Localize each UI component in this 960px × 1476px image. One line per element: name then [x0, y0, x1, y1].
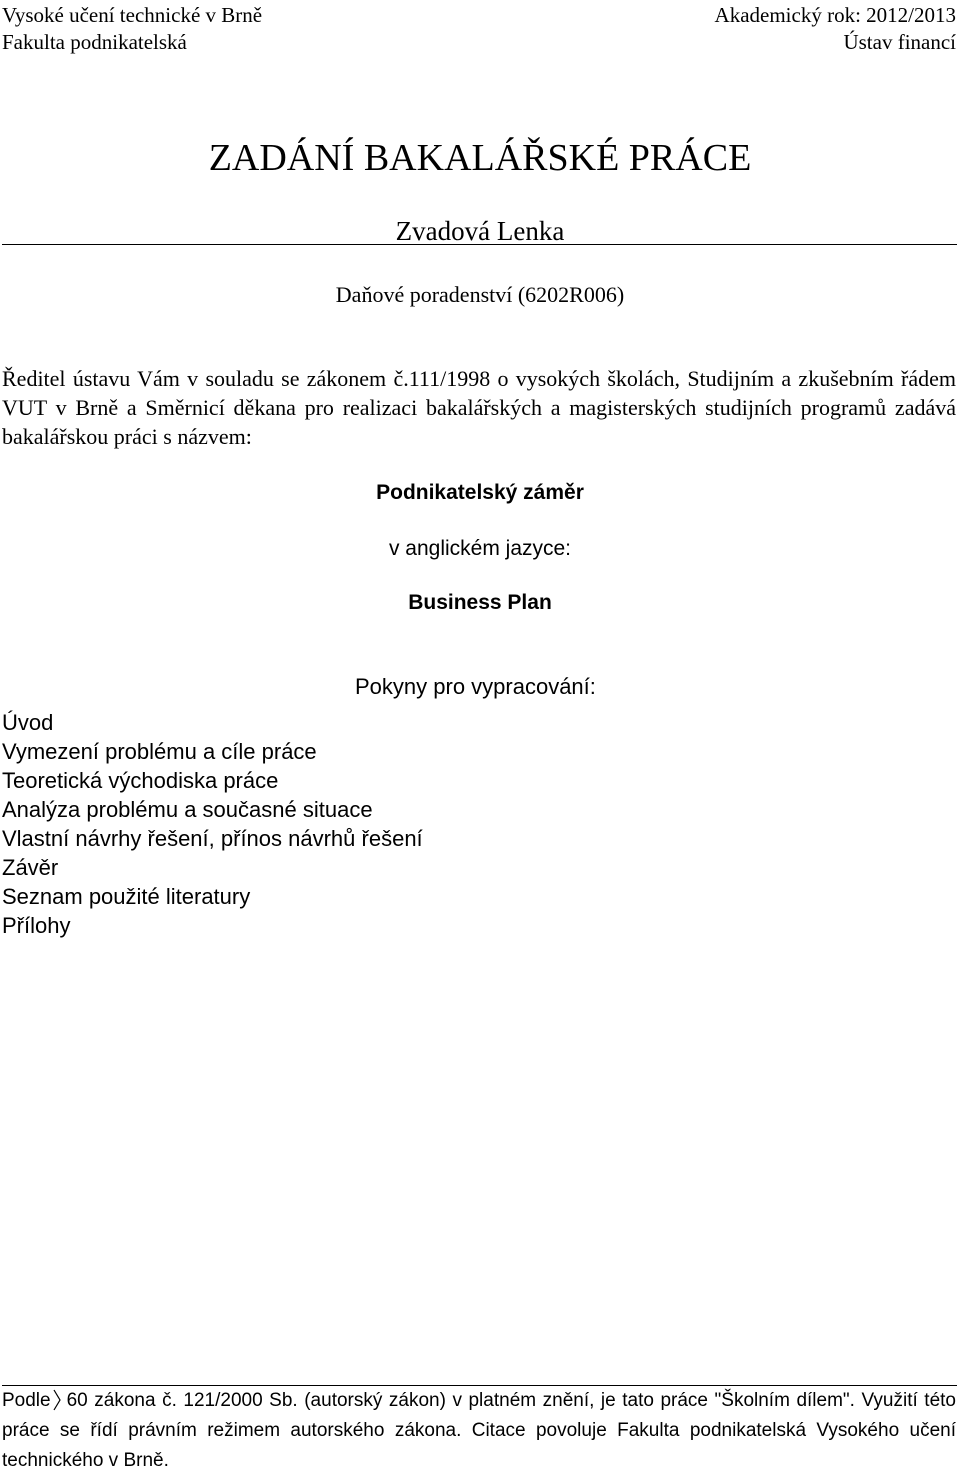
- field-of-study: Daňové poradenství (6202R006): [335, 282, 625, 307]
- student-name: Zvadová Lenka: [395, 216, 565, 246]
- list-item: Závěr: [2, 855, 59, 880]
- document-title: ZADÁNÍ BAKALÁŘSKÉ PRÁCE: [208, 137, 752, 179]
- list-item: Seznam použité literatury: [2, 884, 251, 909]
- outline-list: [2, 708, 423, 940]
- thesis-title-czech: Podnikatelský záměr: [376, 481, 584, 504]
- footer-text: 60 zákona č. 121/2000 Sb. (autorský zákon) v platném znění, je tato práce "Školním dílem". Využití této práce se řídí právním režimem autorského zákona. Citace povoluje Fakulta podnikatelská Vysokého učení technického v Brně.: [2, 1390, 956, 1471]
- list-item: Teoretická východiska práce: [2, 768, 279, 793]
- footer-lead: Podle: [2, 1390, 51, 1411]
- academic-year: Akademický rok: 2012/2013: [714, 3, 956, 27]
- intro-paragraph: Ředitel ústavu Vám v souladu se zákonem č.111/1998 o vysokých školách, Studijním a zkušebním řádem VUT v Brně a Směrnicí děkana pro realizaci bakalářských a magisterských studijních programů zadává bakalářskou práci s názvem:: [2, 366, 956, 449]
- top-divider: [2, 244, 957, 245]
- list-item: Analýza problému a současné situace: [2, 797, 373, 822]
- section-sign-icon: [53, 1389, 61, 1411]
- thesis-title-english: Business Plan: [408, 591, 552, 614]
- institute-name: Ústav financí: [843, 30, 956, 54]
- list-item: Vlastní návrhy řešení, přínos návrhů řešení: [2, 826, 423, 851]
- copyright-notice: [2, 1386, 956, 1476]
- english-title-label: v anglickém jazyce:: [388, 537, 572, 560]
- list-item: Vymezení problému a cíle práce: [2, 739, 317, 764]
- faculty-name: Fakulta podnikatelská: [2, 30, 187, 54]
- instructions-heading: Pokyny pro vypracování:: [355, 674, 596, 699]
- university-name: Vysoké učení technické v Brně: [2, 3, 263, 27]
- list-item: Úvod: [2, 710, 54, 735]
- list-item: Přílohy: [2, 913, 71, 938]
